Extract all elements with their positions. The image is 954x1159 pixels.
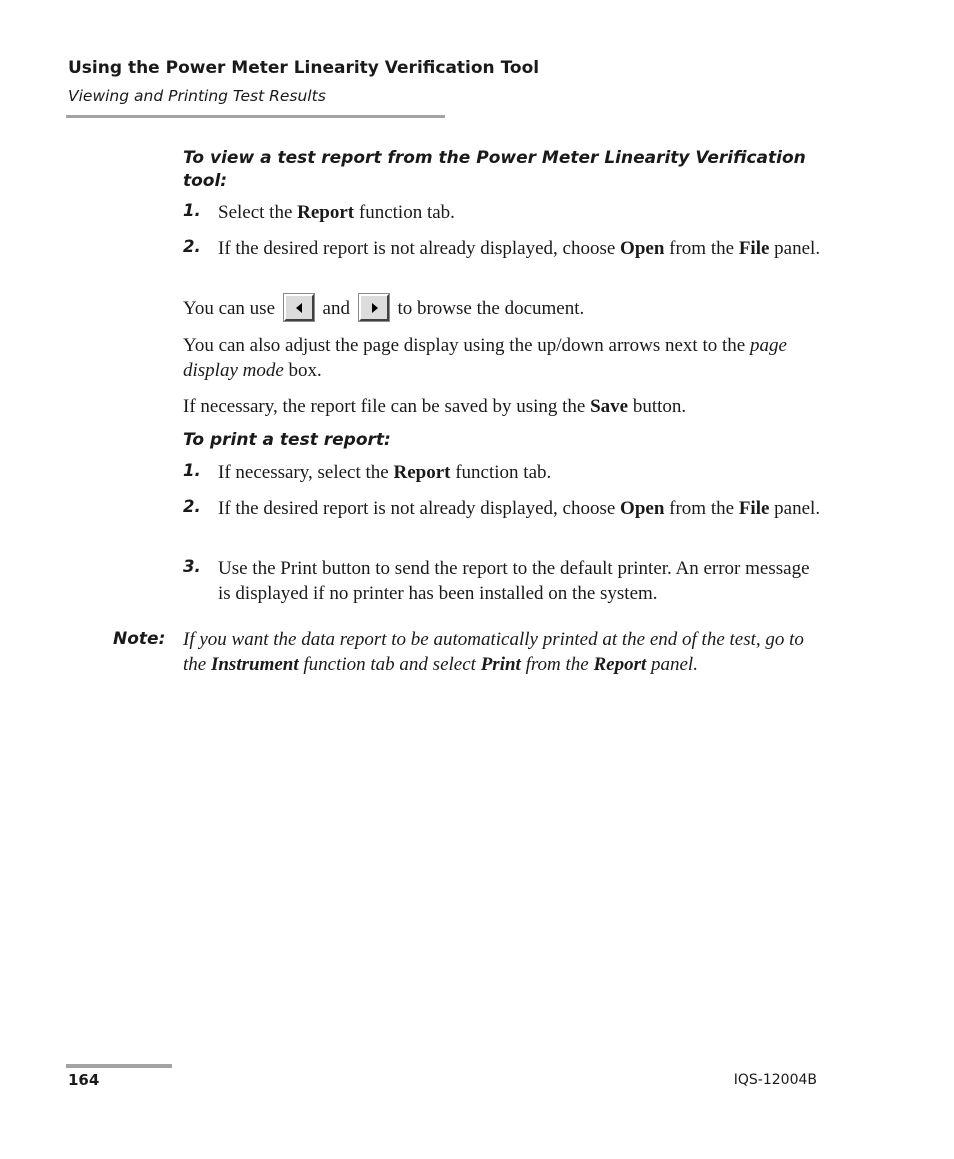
note-text: [183, 627, 823, 677]
step-number: 1.: [183, 201, 201, 220]
save-paragraph: [183, 394, 833, 419]
browse-text: and: [322, 298, 350, 319]
running-header-subtitle: Viewing and Printing Test Results: [68, 87, 326, 105]
adjust-text-italic: page display mode: [183, 335, 787, 381]
step-number: 1.: [183, 461, 201, 480]
browse-paragraph: [183, 296, 833, 323]
page-number: 164: [68, 1071, 100, 1089]
step-text-bold: Report: [393, 462, 451, 483]
save-text: button.: [628, 396, 687, 417]
step-text: Use the Print button to send the report to the default printer. An error message is displayed if no printer has been installed on the system.: [218, 558, 810, 604]
step-text: [218, 236, 823, 261]
running-header-title: Using the Power Meter Linearity Verification Tool: [68, 58, 540, 78]
save-text: If necessary, the report file can be saved by using the: [183, 396, 591, 417]
triangle-right-icon: [372, 303, 378, 313]
footer-rule: [66, 1064, 172, 1068]
step-text-bold: Open: [620, 498, 665, 519]
note-text-bold: Print: [480, 654, 521, 675]
step-text-part: Select the: [218, 202, 298, 223]
browse-text: to browse the document.: [397, 298, 585, 319]
step-text-part: If the desired report is not already displayed, choose: [218, 238, 621, 259]
adjust-paragraph: [183, 333, 833, 383]
step-text-part: If the desired report is not already displayed, choose: [218, 498, 621, 519]
triangle-left-icon: [296, 303, 302, 313]
note-text-part: panel.: [646, 654, 698, 675]
adjust-text: You can also adjust the page display using the up/down arrows next to the: [183, 335, 750, 356]
step-text-bold: File: [738, 238, 770, 259]
step-text-part: function tab.: [354, 202, 455, 223]
step-text-bold: Report: [297, 202, 355, 223]
note-label: Note:: [113, 629, 166, 649]
note-text-part: from the: [520, 654, 594, 675]
previous-page-button[interactable]: [284, 294, 314, 321]
step-text-part: function tab.: [450, 462, 552, 483]
next-page-button[interactable]: [359, 294, 389, 321]
step-text-part: from the: [664, 498, 739, 519]
browse-text: You can use: [183, 298, 276, 319]
step-text: [218, 496, 823, 521]
step-text: [218, 460, 823, 485]
header-rule: [66, 115, 445, 118]
step-text-part: panel.: [769, 498, 821, 519]
note-text-part: function tab and select: [298, 654, 481, 675]
note-text-part: If you want the data report to be automatically printed at the end of the test, go to the: [183, 629, 804, 675]
step-number: 2.: [183, 237, 201, 256]
note-text-bold: Instrument: [210, 654, 299, 675]
adjust-text: box.: [283, 360, 322, 381]
save-text-bold: Save: [590, 396, 629, 417]
step-text-bold: Open: [620, 238, 665, 259]
procedure-title-print: To print a test report:: [183, 430, 391, 450]
step-number: 2.: [183, 497, 201, 516]
procedure-title-view: To view a test report from the Power Meter Linearity Verification tool:: [183, 148, 806, 191]
step-text-part: from the: [664, 238, 739, 259]
step-text-part: panel.: [769, 238, 821, 259]
step-text: [218, 200, 823, 225]
note-text-bold: Report: [593, 654, 647, 675]
step-text-bold: File: [738, 498, 770, 519]
step-text-part: If necessary, select the: [218, 462, 394, 483]
document-code: IQS-12004B: [733, 1072, 817, 1088]
step-number: 3.: [183, 557, 201, 576]
